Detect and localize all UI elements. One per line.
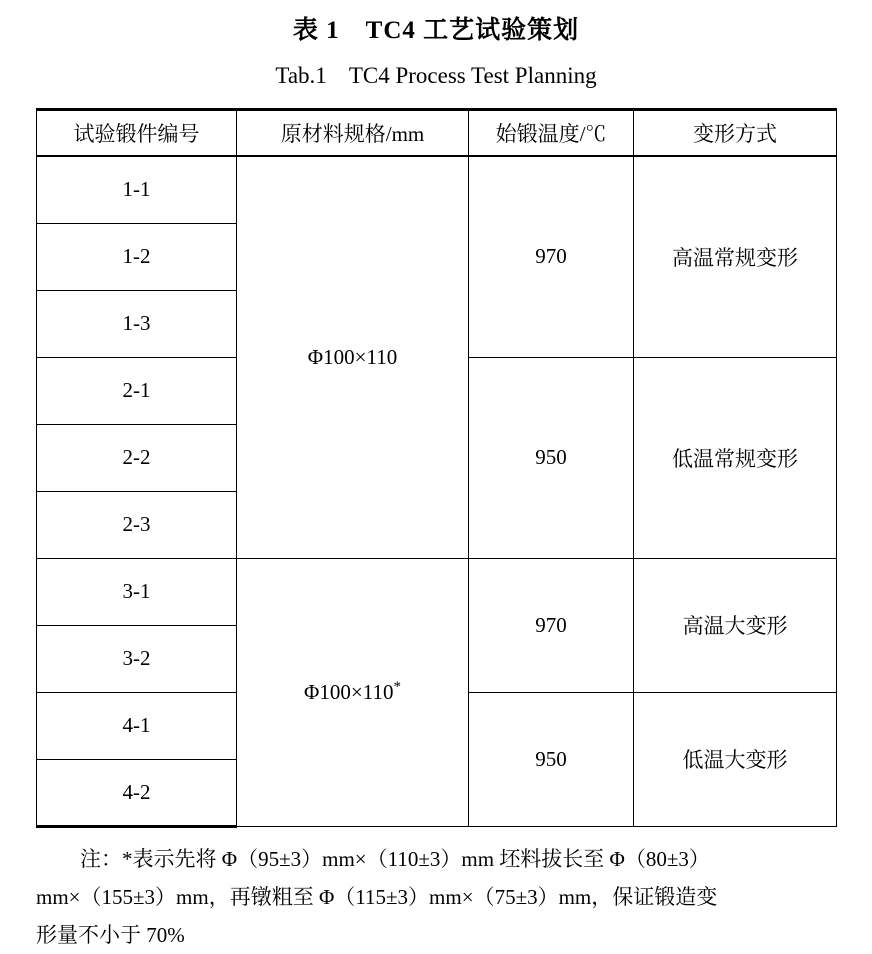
cell-forging-id: 2-2 <box>37 424 237 491</box>
header-cell-forging-temperature: 始锻温度/℃ <box>469 110 634 157</box>
table-row <box>37 558 837 625</box>
cell-forging-id: 1-1 <box>37 156 237 223</box>
document-page <box>0 14 872 947</box>
cell-forging-id: 4-2 <box>37 759 237 826</box>
cell-temperature: 950 <box>469 357 634 558</box>
cell-forging-id: 1-3 <box>37 290 237 357</box>
table-row <box>37 156 837 223</box>
cell-temperature: 970 <box>469 558 634 692</box>
cell-forging-id: 3-2 <box>37 625 237 692</box>
cell-deformation-mode: 低温大变形 <box>634 692 837 826</box>
cell-material-spec: Φ100×110 <box>237 156 469 558</box>
cell-temperature: 950 <box>469 692 634 826</box>
table-title-chinese-text: TC4 工艺试验策划 <box>365 17 580 44</box>
footnote-line-2: mm×（155±3）mm，再镦粗至 Φ（115±3）mm×（75±3）mm，保证锻造变 <box>36 884 718 909</box>
header-cell-forging-id: 试验锻件编号 <box>37 110 237 157</box>
header-cell-deformation-mode: 变形方式 <box>634 110 837 157</box>
footnote-line-3: 形量不小于 70% <box>36 922 185 947</box>
cell-material-spec-star: * <box>393 679 401 695</box>
cell-forging-id: 2-3 <box>37 491 237 558</box>
table-title-english-text: TC4 Process Test Planning <box>348 63 597 88</box>
cell-deformation-mode: 低温常规变形 <box>634 357 837 558</box>
table-title-chinese <box>36 14 836 48</box>
cell-temperature: 970 <box>469 156 634 357</box>
footnote-text-1: 注：*表示先将 Φ（95±3）mm×（110±3）mm 坯料拔长至 Φ（80±3） <box>80 846 710 871</box>
cell-deformation-mode: 高温大变形 <box>634 558 837 692</box>
cell-material-spec-text: Φ100×110 <box>304 680 394 704</box>
table-title-chinese-label: 表 1 <box>292 17 340 44</box>
cell-forging-id: 2-1 <box>37 357 237 424</box>
table-header-row <box>37 110 837 157</box>
process-test-planning-table <box>36 108 837 828</box>
footnote-line-1 <box>36 840 836 878</box>
cell-forging-id: 3-1 <box>37 558 237 625</box>
header-cell-material-spec: 原材料规格/mm <box>237 110 469 157</box>
table-footnote <box>36 840 836 954</box>
cell-forging-id: 4-1 <box>37 692 237 759</box>
cell-deformation-mode: 高温常规变形 <box>634 156 837 357</box>
table-title-english-label: Tab.1 <box>275 63 327 88</box>
table-title-english <box>36 60 836 92</box>
cell-forging-id: 1-2 <box>37 223 237 290</box>
cell-material-spec-starred <box>237 558 469 826</box>
